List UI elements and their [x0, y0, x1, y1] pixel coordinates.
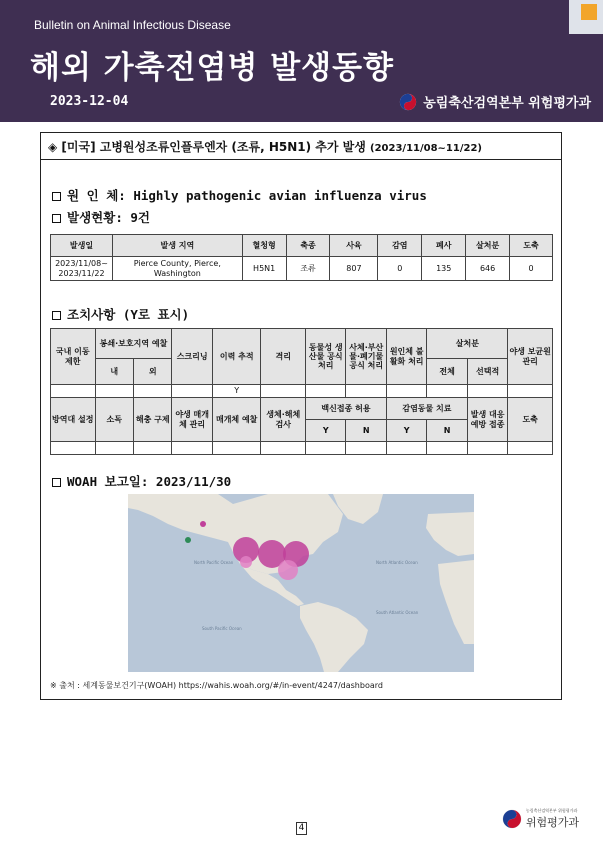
- ocean-label: South Atlantic Ocean: [376, 610, 419, 615]
- hdr-vacc-n: N: [346, 420, 386, 442]
- hdr-carcass: 사체·부산물·폐기물 공식 처리: [346, 329, 386, 385]
- hdr-official: 동물성 생산물 공식 처리: [306, 329, 346, 385]
- hdr-prevent-vacc: 발생 대응 예방 접종: [467, 398, 507, 442]
- hdr-isolation: 격리: [261, 329, 306, 385]
- cell-slaughtered: 0: [510, 257, 553, 281]
- checkbox-icon: [52, 192, 61, 201]
- issue-date: 2023-12-04: [50, 94, 129, 109]
- footer-org-small: 농림축산검역본부 위험평가과: [525, 808, 578, 813]
- hdr-treatment: 감염동물 치료: [386, 398, 467, 420]
- hdr-trace: 이력 추적: [212, 329, 261, 385]
- outbreak-point: [185, 537, 191, 543]
- footer-logo: [502, 808, 579, 830]
- page-title: 해외 가축전염병 발생동향: [30, 50, 394, 86]
- cell-region: Pierce County, Pierce, Washington: [112, 257, 242, 281]
- section-header: [40, 132, 562, 160]
- hdr-slaughter: 도축: [508, 398, 553, 442]
- col-header: 발생 지역: [112, 235, 242, 257]
- bulletin-label: Bulletin on Animal Infectious Disease: [34, 18, 231, 32]
- hdr-prevention: 방역대 설정: [51, 398, 96, 442]
- measures-line: 조치사항 (Y로 표시): [52, 305, 189, 323]
- ocean-label: North Atlantic Ocean: [376, 560, 418, 565]
- org-logo: [399, 92, 591, 111]
- hdr-screening: 스크리닝: [172, 329, 212, 385]
- hdr-vacc-y: Y: [306, 420, 346, 442]
- header-banner: [0, 0, 603, 122]
- hdr-treat-n: N: [427, 420, 467, 442]
- hdr-disinfection: 소독: [95, 398, 133, 442]
- col-header: 혈청형: [242, 235, 286, 257]
- hdr-lockdown: 봉쇄·보호지역 예찰: [95, 329, 172, 359]
- hdr-cull-all: 전체: [427, 359, 467, 385]
- checkbox-icon: [52, 311, 61, 320]
- hdr-vaccine: 백신접종 허용: [306, 398, 387, 420]
- hdr-vector-surv: 매개체 예찰: [212, 398, 261, 442]
- checkbox-icon: [52, 478, 61, 487]
- outbreak-table: [50, 234, 553, 281]
- hdr-vector: 해충 구제: [133, 398, 171, 442]
- world-map: [128, 494, 474, 672]
- outbreak-cluster: [278, 560, 298, 580]
- taeguk-icon: [502, 809, 522, 829]
- ocean-label: North Pacific Ocean: [194, 560, 234, 565]
- report-line: WOAH 보고일: 2023/11/30: [52, 472, 231, 490]
- taeguk-icon: [399, 93, 417, 111]
- section-range: (2023/11/08~11/22): [370, 143, 482, 154]
- hdr-test: 생체·해체 검사: [261, 398, 306, 442]
- cause-line: 원 인 체: Highly pathogenic avian influenza virus: [52, 186, 427, 204]
- status-line: 발생현황: 9건: [52, 208, 150, 226]
- col-header: 도축: [510, 235, 553, 257]
- hdr-outside: 외: [133, 359, 171, 385]
- cell-raised: 807: [330, 257, 378, 281]
- ocean-label: South Pacific Ocean: [202, 626, 242, 631]
- measures-table: [50, 328, 553, 455]
- col-header: 축종: [286, 235, 330, 257]
- cell-dead: 135: [422, 257, 466, 281]
- corner-decoration: [569, 0, 603, 34]
- hdr-culling: 살처분: [427, 329, 508, 359]
- table-row: [51, 385, 553, 398]
- hdr-inactivation: 원인체 불활화 처리: [386, 329, 426, 385]
- hdr-inside: 내: [95, 359, 133, 385]
- source-note: ※ 출처 : 세계동물보건기구(WOAH) https://wahis.woah.org/#/in-event/4247/dashboard: [50, 681, 383, 690]
- hdr-wildlife: 야생 보균원 관리: [508, 329, 553, 385]
- hdr-cull-selective: 선택적: [467, 359, 507, 385]
- footer-org-big: 위험평가과: [525, 816, 579, 829]
- col-header: 감염: [378, 235, 422, 257]
- org-name: 농림축산검역본부 위험평가과: [423, 96, 591, 111]
- hdr-wild: 야생 매개체 관리: [172, 398, 212, 442]
- col-header: 폐사: [422, 235, 466, 257]
- table-row: [51, 442, 553, 455]
- cell-infected: 0: [378, 257, 422, 281]
- col-header: 사육: [330, 235, 378, 257]
- hdr-treat-y: Y: [386, 420, 426, 442]
- col-header: 살처분: [466, 235, 510, 257]
- outbreak-point: [200, 521, 206, 527]
- cell-species: 조류: [286, 257, 330, 281]
- cell-trace-y: Y: [212, 385, 261, 398]
- hdr-domestic: 국내 이동 제한: [51, 329, 96, 385]
- cell-date: 2023/11/08~ 2023/11/22: [51, 257, 113, 281]
- cell-culled: 646: [466, 257, 510, 281]
- outbreak-cluster: [240, 556, 252, 568]
- table-row: [51, 257, 553, 281]
- cell-serotype: H5N1: [242, 257, 286, 281]
- checkbox-icon: [52, 214, 61, 223]
- col-header: 발생일: [51, 235, 113, 257]
- section-title: ◈ [미국] 고병원성조류인플루엔자 (조류, H5N1) 추가 발생 (2023/11/08~11/22): [48, 140, 482, 154]
- page-number: 4: [296, 822, 307, 835]
